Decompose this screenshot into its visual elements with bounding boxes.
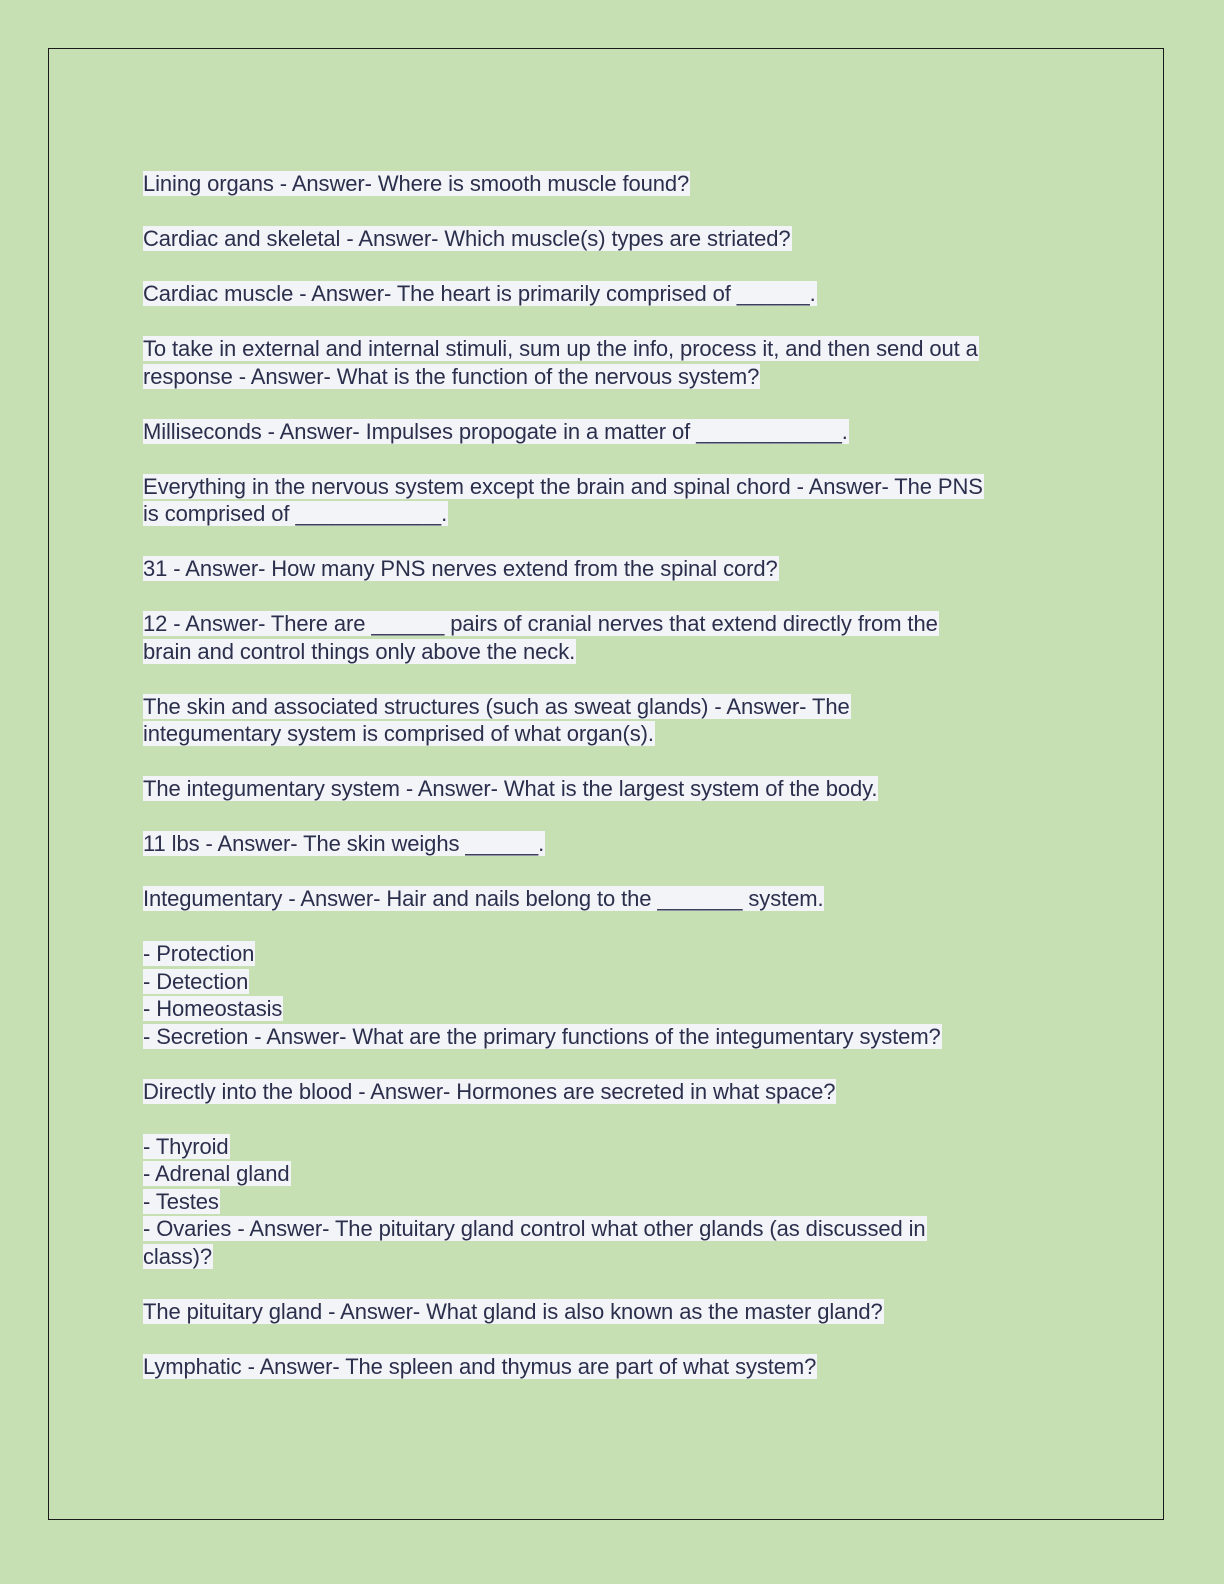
qa-item [143,1353,1073,1381]
qa-text-line: - Secretion - Answer- What are the primary functions of the integumentary system? [143,1023,941,1049]
qa-item [143,170,1073,198]
qa-item [143,940,1073,1050]
qa-text-line: 11 lbs - Answer- The skin weighs ______. [143,831,545,856]
qa-text-line: The integumentary system - Answer- What is the largest system of the body. [143,776,878,801]
qa-item [143,830,1073,858]
qa-text-line: brain and control things only above the neck. [143,638,576,664]
qa-text-line: class)? [143,1243,212,1269]
qa-item [143,885,1073,913]
qa-text-line: Integumentary - Answer- Hair and nails belong to the _______ system. [143,886,824,911]
qa-item [143,775,1073,803]
qa-text-line: response - Answer- What is the function of the nervous system? [143,363,760,389]
qa-text-line: - Ovaries - Answer- The pituitary gland control what other glands (as discussed in [143,1216,926,1241]
qa-text-line: is comprised of ____________. [143,501,448,526]
qa-text-line: Milliseconds - Answer- Impulses propogate in a matter of ____________. [143,418,848,444]
qa-text-line: The skin and associated structures (such as sweat glands) - Answer- The [143,693,850,719]
qa-text-line: Cardiac muscle - Answer- The heart is primarily comprised of ______. [143,281,816,306]
qa-text-line: - Detection [143,968,249,994]
qa-item [143,555,1073,583]
qa-text-line: Everything in the nervous system except the brain and spinal chord - Answer- The PNS [143,473,983,499]
qa-text-line: To take in external and internal stimuli, sum up the info, process it, and then send out a [143,336,978,361]
qa-item [143,1298,1073,1326]
flashcard-list [143,170,1073,1408]
qa-item [143,335,1073,390]
qa-item [143,473,1073,528]
qa-item [143,693,1073,748]
qa-item [143,225,1073,253]
qa-item [143,610,1073,665]
qa-text-line: - Testes [143,1188,219,1214]
qa-text-line: - Thyroid [143,1133,229,1159]
qa-text-line: The pituitary gland - Answer- What gland is also known as the master gland? [143,1298,883,1324]
qa-text-line: Cardiac and skeletal - Answer- Which muscle(s) types are striated? [143,226,791,251]
qa-item [143,1133,1073,1271]
qa-text-line: 31 - Answer- How many PNS nerves extend from the spinal cord? [143,556,778,581]
qa-text-line: Lymphatic - Answer- The spleen and thymus are part of what system? [143,1353,817,1379]
qa-item [143,418,1073,446]
qa-text-line: - Homeostasis [143,996,283,1021]
qa-text-line: - Protection [143,941,255,966]
qa-item [143,1078,1073,1106]
qa-text-line: - Adrenal gland [143,1161,290,1186]
qa-text-line: Directly into the blood - Answer- Hormones are secreted in what space? [143,1078,836,1104]
qa-item [143,280,1073,308]
qa-text-line: integumentary system is comprised of what organ(s). [143,721,654,746]
qa-text-line: 12 - Answer- There are ______ pairs of cranial nerves that extend directly from the [143,611,938,636]
qa-text-line: Lining organs - Answer- Where is smooth muscle found? [143,171,690,196]
